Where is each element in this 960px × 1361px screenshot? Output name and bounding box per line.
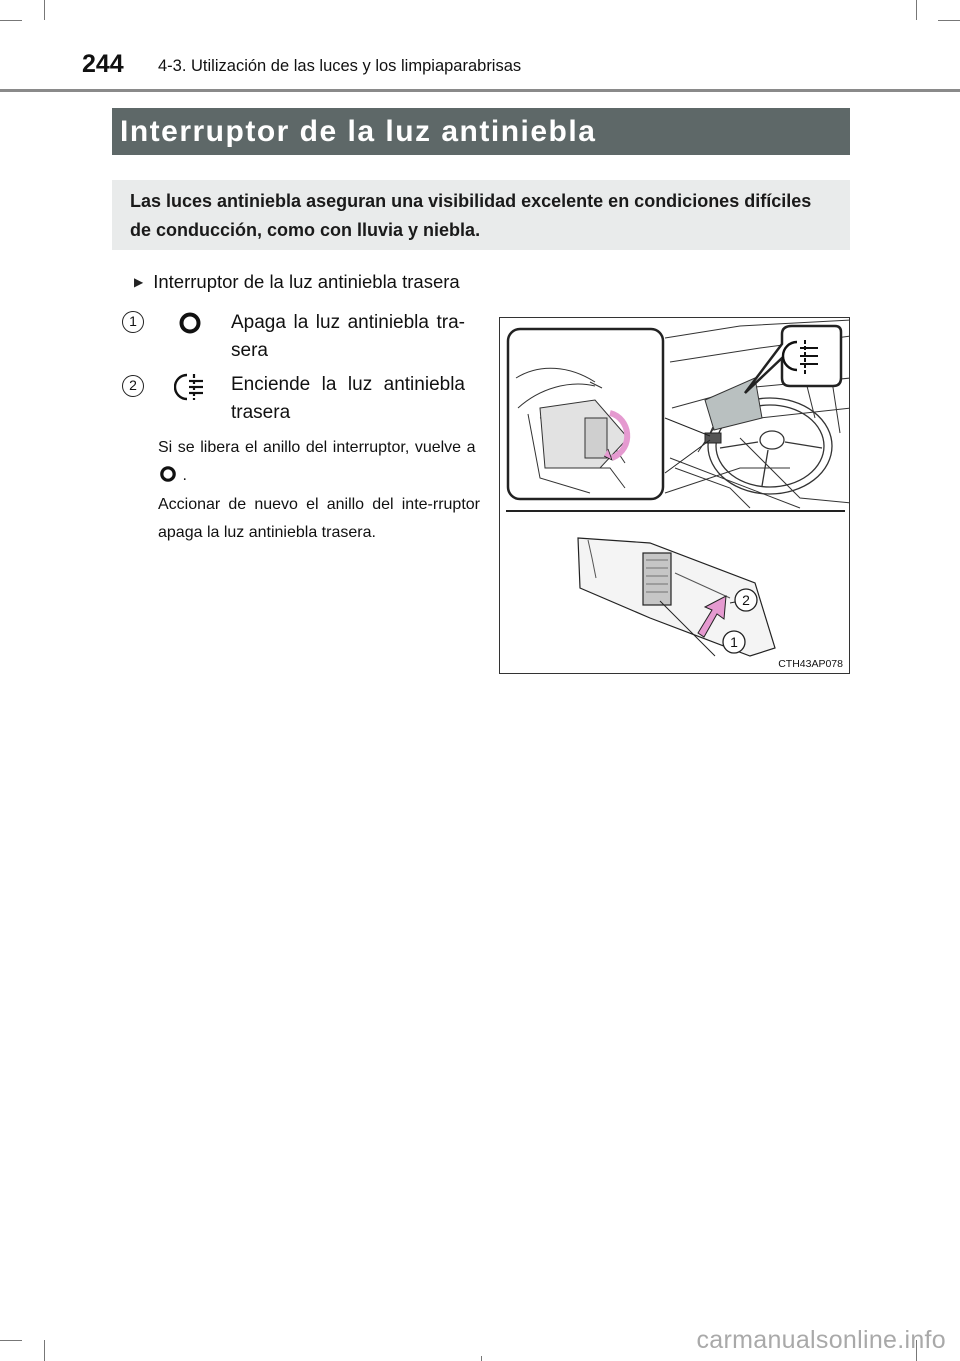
note-release xyxy=(158,434,480,490)
item-label-1: Apaga la luz antiniebla tra-sera xyxy=(231,312,465,361)
header-rule xyxy=(0,89,960,92)
figure-callout-2: 2 xyxy=(742,592,750,608)
note-release-text: Si se libera el anillo del interruptor, vuelve a xyxy=(158,439,476,456)
running-head: 4-3. Utilización de las luces y los limpiaparabrisas xyxy=(158,57,522,75)
note-repeat: Accionar de nuevo el anillo del inte-rruptor apaga la luz antiniebla trasera. xyxy=(158,496,480,541)
rear-fog-light-icon xyxy=(174,371,206,403)
intro-box: Las luces antiniebla aseguran una visibilidad excelente en condiciones difíciles de conducción, como con lluvia y niebla. xyxy=(112,180,850,250)
crop-mark xyxy=(44,0,45,20)
item-number-1: 1 xyxy=(122,311,144,333)
item-label-2: Enciende la luz antiniebla trasera xyxy=(231,374,465,423)
bullet-rear-fog-switch xyxy=(134,271,460,293)
bullet-label: Interruptor de la luz antiniebla trasera xyxy=(153,271,460,292)
watermark: carmanualsonline.info xyxy=(696,1326,946,1354)
triangle-bullet-icon: ▶ xyxy=(134,275,144,289)
figure-callout-1: 1 xyxy=(730,634,738,650)
item-number-2: 2 xyxy=(122,375,144,397)
crop-mark xyxy=(0,20,22,21)
fog-switch-illustration xyxy=(500,318,850,674)
crop-mark xyxy=(44,1340,45,1361)
page-number: 244 xyxy=(82,50,124,78)
note-release-end: . xyxy=(182,467,187,484)
crop-mark xyxy=(916,0,917,20)
figure-code: CTH43AP078 xyxy=(778,658,843,670)
fog-off-ring-icon xyxy=(177,311,203,335)
crop-mark xyxy=(938,20,960,21)
figure-fog-switch xyxy=(499,317,850,674)
crop-mark xyxy=(481,1356,482,1361)
fog-off-ring-icon-inline xyxy=(158,465,178,483)
section-title: Interruptor de la luz antiniebla xyxy=(112,108,850,155)
crop-mark xyxy=(0,1340,22,1341)
